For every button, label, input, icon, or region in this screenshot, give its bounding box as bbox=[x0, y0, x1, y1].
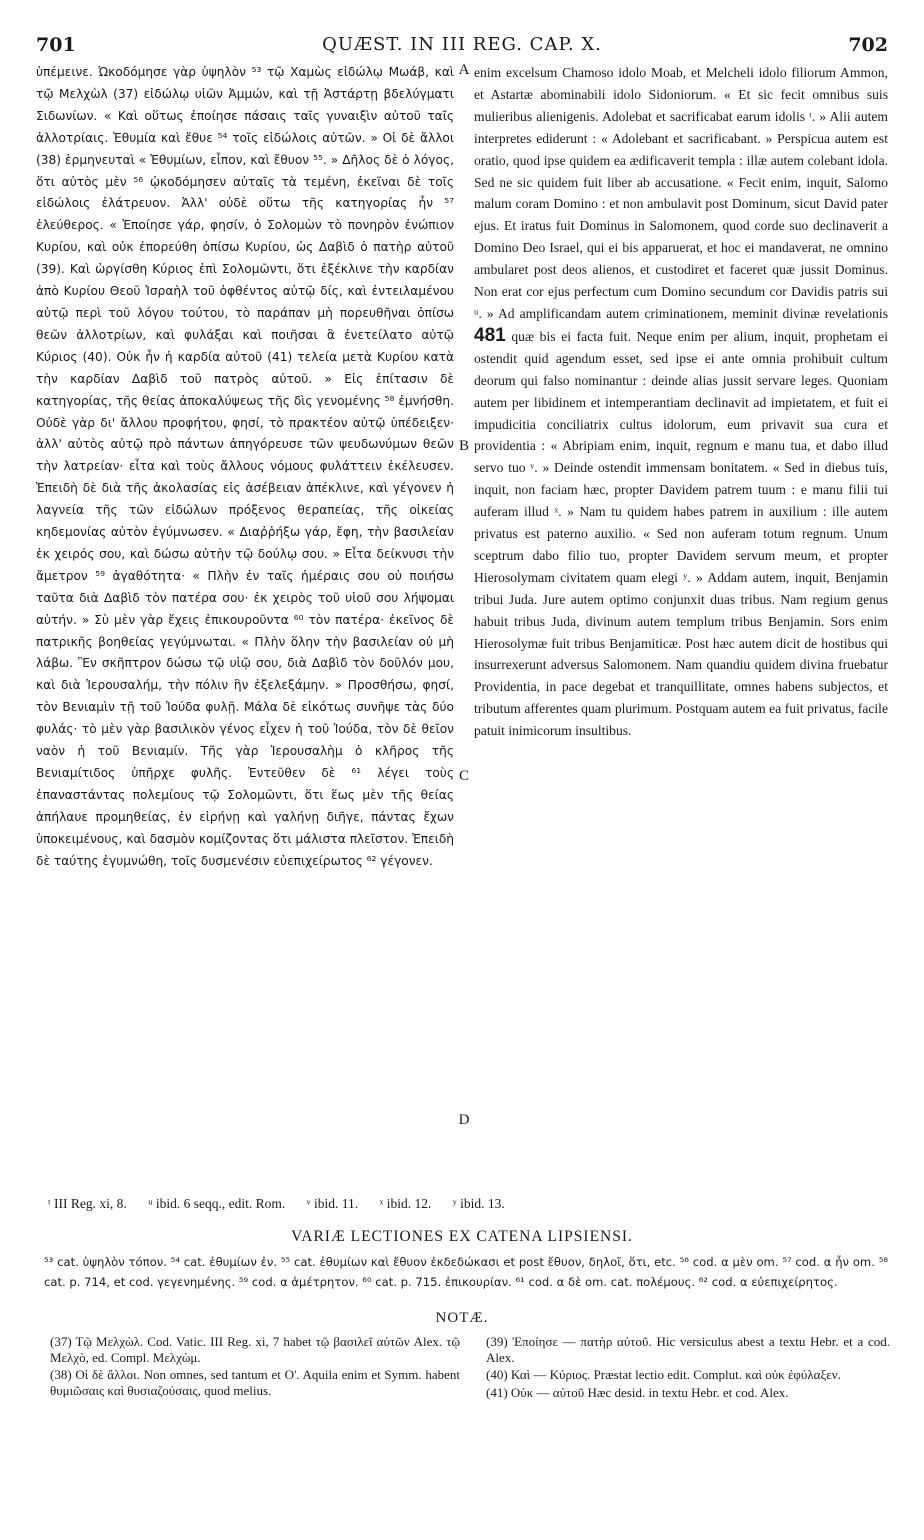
notes-left-column bbox=[50, 1334, 460, 1400]
variae-lectiones-title: VARIÆ LECTIONES EX CATENA LIPSIENSI. bbox=[291, 1228, 633, 1245]
page-header bbox=[36, 34, 888, 60]
two-column-body bbox=[36, 62, 888, 1194]
latin-text-part-2: quæ bis ei facta fuit. Neque enim per alium, inquit, prophetam ei ostendit quid agendum esset, sed ipse ei ante omnia prohibuit cultum deorum qui falso nominantur : deinde alias jussit servare leges. Quoniam autem per libidinem et intemperantiam declinavit ad impietatem, et fuit ei impudicitia conciliatrix cultus idolorum, eum privavit sua cura et providentia : « Abripiam enim, inquit, regnum e manu tua, et dabo illud servo tuo ᵛ. » Deinde ostendit immensam bonitatem. « Sed in diebus tuis, inquit, non faciam hæc, propter Davidem patrem tuum : e manu filii tui auferam illud ˣ. » Nam tu quidem habes patrem in auxilium : ille autem privatus est paterno auxilio. « Sed non auferam totum regnum. Unum sceptrum dabo filio tuo, propter Davidem servum meum, et propter Hierosolymam civitatem quam elegi ʸ. » Addam autem, inquit, Benjamin tribui Juda. Jure autem optimo conjunxit duas tribus. Nam regium genus habuit tribus Juda, divinum autem templum tribus Benjamin. Sors enim Hierosolymæ fuit tribus Benjamiticæ. Post hæc autem dicit de hostibus qui insurrexerunt adversus Salomonem. Nam quandiu quidem divina fruebatur Providentia, in pace degebat et tranquillitate, omnes habens subjectos, et tributum afferentes quam plurimum. Postquam autem ea fuit privatus, facile patuit inimicorum insultibus. bbox=[474, 328, 888, 739]
note-37: (37) Τῷ Μελχὼλ. Cod. Vatic. III Reg. xi, 7 habet τῷ βασιλεῖ αὐτῶν Alex. τῷ Μελχὸ, ed. Compl. Μελχὼμ. bbox=[50, 1334, 460, 1365]
footnote-y: ʸ ibid. 13. bbox=[452, 1196, 505, 1211]
margin-marker-b: B bbox=[458, 438, 469, 454]
running-title: QUÆST. IN III REG. CAP. X. bbox=[322, 34, 602, 55]
latin-column bbox=[474, 62, 888, 742]
scripture-footnotes bbox=[48, 1196, 888, 1212]
latin-paragraph bbox=[474, 62, 888, 742]
margin-marker-c: C bbox=[458, 768, 469, 784]
footnote-x: ˣ ibid. 12. bbox=[379, 1196, 432, 1211]
notae-title: NOTÆ. bbox=[435, 1310, 489, 1326]
page-number-left: 701 bbox=[36, 34, 76, 56]
column-number: 481 bbox=[474, 324, 506, 346]
variae-lectiones-text: ⁵³ cat. ὑψηλὸν τόπον. ⁵⁴ cat. ἐθυμίων ἐν. ⁵⁵ cat. ἐθυμίων καὶ ἔθυον ἐκδεδώκασι et post ἔθυον, δηλοῖ, ὅτι, etc. ⁵⁶ cod. α μὲν om. ⁵⁷ cod. α ἦν om. ⁵⁸ cat. p. 714, et cod. γεγενημένης. ⁵⁹ cod. α ἀμέτρητον. ⁶⁰ cat. p. 715. ἐπικουρίαν. ⁶¹ cod. α δὲ om. cat. πολέμους. ⁶² cod. α εὐεπιχείρητος. bbox=[44, 1255, 888, 1289]
greek-paragraph: ὑπέμεινε. Ὠκοδόμησε γὰρ ὑψηλὸν ⁵³ τῷ Χαμὼς εἰδώλῳ Μωάβ, καὶ τῷ Μελχὼλ (37) εἰδώλῳ υἱῶν Ἀμμών, καὶ τῇ Ἀστάρτῃ βδελύγματι Σιδωνίων. « Καὶ οὕτως ἐποίησε πάσαις ταῖς γυναιξὶν αὐτοῦ ταῖς ἀλλοτρίαις. Ἐθυμία καὶ ἔθυε ⁵⁴ τοῖς εἰδώλοις αὐτῶν. » Οἱ δὲ ἄλλοι (38) ἑρμηνευταὶ « Ἐθυμίων, εἶπον, καὶ ἔθυον ⁵⁵. » Δῆλος δὲ ὁ λόγος, ὅτι αὐτὸς μὲν ⁵⁶ ᾠκοδόμησεν αὐταῖς τὰ τεμένη, ἐκεῖναι δὲ τοῖς εἰδώλοις ἐλάτρευον. Ἀλλ' οὐδὲ οὕτω τῆς κατηγορίας ἦν ⁵⁷ ἐλεύθερος. « Ἐποίησε γάρ, φησίν, ὁ Σολομὼν τὸ πονηρὸν ἐνώπιον Κυρίου, καὶ οὐκ ἐπορεύθη ὀπίσω Κυρίου, ὡς Δαβὶδ ὁ πατὴρ αὐτοῦ (39). Καὶ ὠργίσθη Κύριος ἐπὶ Σολομῶντι, ὅτι ἐξέκλινε τὴν καρδίαν ἀπὸ Κυρίου Θεοῦ Ἰσραὴλ τοῦ ὀφθέντος αὐτῷ δίς, καὶ ἐντειλαμένου αὐτῷ περὶ τοῦ λόγου τούτου, τὸ παράπαν μὴ πορευθῆναι ὀπίσω θεῶν ἀλλοτρίων, καὶ φυλάξαι καὶ ποιῆσαι ἃ ἐνετείλατο αὐτῷ Κύριος (40). Οὐκ ἦν ἡ καρδία αὐτοῦ (41) τελεία μετὰ Κυρίου κατὰ τὴν καρδίαν Δαβὶδ τοῦ πατρὸς αὐτοῦ. » Εἰς ἐπίτασιν δὲ κατηγορίας, τῆς θείας ἀποκαλύψεως τῆς δὶς γενομένης ⁵⁸ ἐμνήσθη. Οὐδὲ γὰρ δι' ἄλλου προφήτου, φησί, τὸ πρακτέον αὐτῷ ὑπέδειξεν· ἀλλ' αὐτὸς αὐτῷ πρὸ πάντων ἀπηγόρευσε τῶν ψευδωνύμων θεῶν τὴν λατρείαν· εἶτα καὶ τοὺς ἄλλους νόμους φυλάττειν ἐκέλευσεν. Ἐπειδὴ δὲ διὰ τῆς ἀκολασίας εἰς ἀσέβειαν ἀπέκλινε, καὶ γέγονεν ἡ λαγνεία τῆς τῶν εἰδώλων πρόξενος θεραπείας, τῆς οἰκείας κηδεμονίας αὐτὸν ἐγύμνωσεν. « Διαῤῥήξω γάρ, ἔφη, τὴν βασιλείαν ἐκ χειρός σου, καὶ δώσω αὐτὴν τῷ δούλῳ σου. » Εἶτα δείκνυσι τὴν ἄμετρον ⁵⁹ ἀγαθότητα· « Πλὴν ἐν ταῖς ἡμέραις σου οὐ ποιήσω ταῦτα διὰ Δαβὶδ τὸν πατέρα σου· ἐκ χειρὸς τοῦ υἱοῦ σου λήψομαι αὐτήν. » Σὺ μὲν γὰρ ἔχεις ἐπικουροῦντα ⁶⁰ τὸν πατέρα· ἐκεῖνος δὲ πατρικῆς βοηθείας γεγύμνωται. « Πλὴν ὅλην τὴν βασιλείαν οὐ μὴ λάβω. Ἓν σκῆπτρον δώσω τῷ υἱῷ σου, διὰ Δαβὶδ τὸν δοῦλόν μου, καὶ διὰ Ἱερουσαλήμ, τὴν πόλιν ἣν ἐξελεξάμην. » Προσθήσω, φησί, τὸν Βενιαμὶν τῇ τοῦ Ἰούδα φυλῇ. Μάλα δὲ εἰκότως συνῆψε τὰς δύο φυλάς· τὸ μὲν γὰρ βασιλικὸν γένος εἶχεν ἡ τοῦ Ἰούδα, τὸν δὲ θεῖον ναὸν ἡ τοῦ Βενιαμίν. Τῆς γὰρ Ἱερουσαλὴμ ὁ κλῆρος τῆς Βενιαμίτιδος ὑπῆρχε φυλῆς. Ἐντεῦθεν δὲ ⁶¹ λέγει τοὺς ἐπαναστάντας πολεμίους τῷ Σολομῶντι, ὅτι ἕως μὲν τῆς θείας ἀπήλαυε προμηθείας, ἐν εἰρήνῃ καὶ γαλήνῃ διῆγε, πάντας ἔχων ὑποκειμένους, καὶ δασμὸν κομίζοντας ὅτι μάλιστα πλεῖστον. Ἐπειδὴ δὲ ταύτης ἐγυμνώθη, τοῖς δυσμενέσιν εὐεπιχείρωτος ⁶² γέγονεν. bbox=[36, 65, 454, 868]
margin-marker-a: A bbox=[458, 62, 470, 78]
notes-right-column bbox=[486, 1334, 890, 1402]
greek-column bbox=[36, 62, 454, 873]
note-39: (39) Ἐποίησε — πατὴρ αὐτοῦ. Hic versiculus abest a textu Hebr. et a cod. Alex. bbox=[486, 1334, 890, 1365]
note-40: (40) Καὶ — Κύριος. Præstat lectio edit. Complut. καὶ οὐκ ἐφύλαξεν. bbox=[486, 1367, 841, 1383]
margin-marker-d: D bbox=[458, 1112, 470, 1128]
footnote-t: ᵗ III Reg. xi, 8. bbox=[48, 1196, 127, 1211]
latin-text-part-1: enim excelsum Chamoso idolo Moab, et Melcheli idolo filiorum Ammon, et Astartæ abominabili idolo Sidoniorum. « Et sic fecit omnibus suis mulieribus alienigenis. Adolebat et sacrificabat earum idolis ᵗ. » Alii autem interpretes ediderunt : « Adolebant et sacrificabant. » Perspicua autem est oratio, quod ipse quidem ea ædificaverit templa : illæ autem colebant idola. Sed ne sic quidem fuit liber ab accusatione. « Fecit enim, inquit, Salomo malum coram Domino : et non ambulavit post Dominum, sicut David pater ejus. Et iratus fuit Dominus in Salomonem, quod corde suo declinaverit a Domino Deo Israel, qui ei bis apparuerat, et hoc ei mandaverat, ne omnino ambularet post deos alienos, et custodiret et faceret quæ jussit Dominus. Non erat cor ejus perfectum cum Domino secundum cor Davidis patris sui ᵘ. » Ad amplificandam autem criminationem, meminit divinæ revelationis bbox=[474, 65, 888, 321]
note-41: (41) Οὐκ — αὐτοῦ Hæc desid. in textu Hebr. et cod. Alex. bbox=[486, 1384, 789, 1400]
footnote-v: ᵛ ibid. 11. bbox=[306, 1196, 359, 1211]
note-38: (38) Οἱ δὲ ἄλλοι. Non omnes, sed tantum et O'. Aquila enim et Symm. habent θυμιῶσαις καὶ θυσιαζούσαις, quod melius. bbox=[50, 1367, 460, 1398]
footnote-u: ᵘ ibid. 6 seqq., edit. Rom. bbox=[148, 1196, 286, 1211]
page-number-right: 702 bbox=[848, 34, 888, 56]
